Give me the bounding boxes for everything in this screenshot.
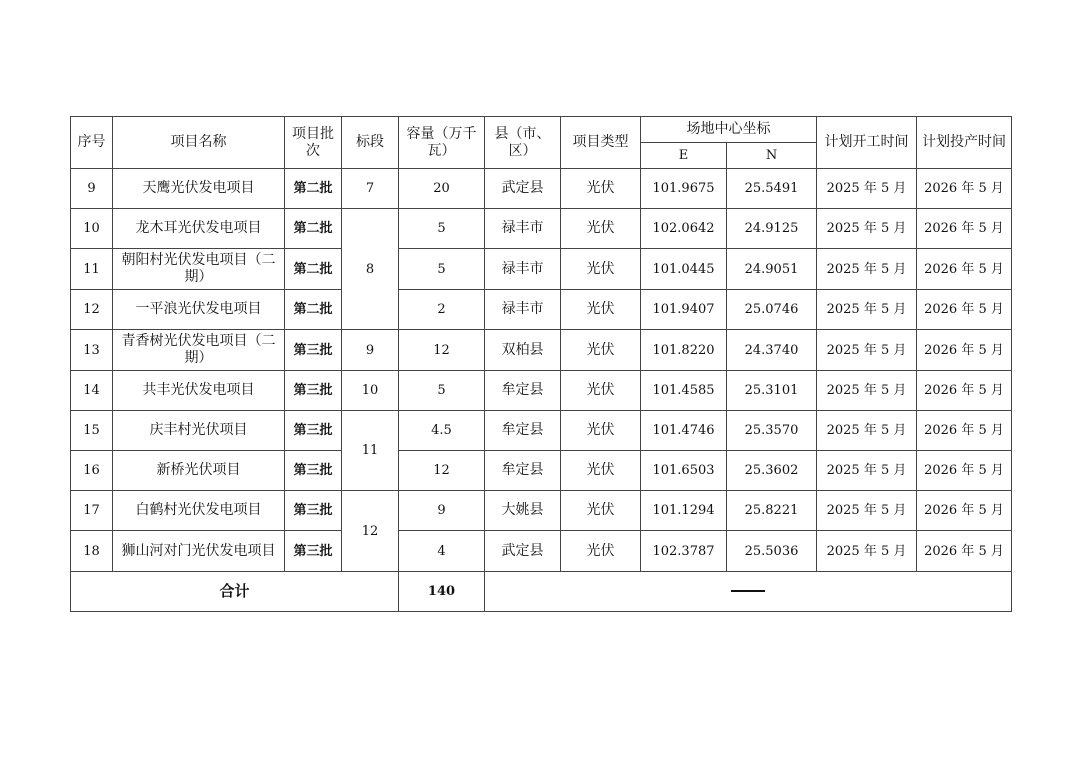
cell-type: 光伏 xyxy=(561,451,641,491)
cell-county: 牟定县 xyxy=(485,451,561,491)
cell-name: 白鹤村光伏发电项目 xyxy=(113,491,285,531)
cell-county: 武定县 xyxy=(485,531,561,572)
cell-e: 102.0642 xyxy=(641,209,727,249)
table-row xyxy=(71,451,1012,491)
cell-capacity: 9 xyxy=(399,491,485,531)
header-county: 县（市、区） xyxy=(485,117,561,169)
cell-n: 24.9125 xyxy=(727,209,817,249)
cell-capacity: 5 xyxy=(399,371,485,411)
table-row xyxy=(71,249,1012,290)
table-row xyxy=(71,290,1012,330)
cell-section: 9 xyxy=(342,330,399,371)
cell-capacity: 5 xyxy=(399,249,485,290)
cell-no: 11 xyxy=(71,249,113,290)
header-section: 标段 xyxy=(342,117,399,169)
header-production: 计划投产时间 xyxy=(917,117,1012,169)
cell-e: 101.9407 xyxy=(641,290,727,330)
cell-county: 牟定县 xyxy=(485,411,561,451)
cell-no: 18 xyxy=(71,531,113,572)
cell-no: 15 xyxy=(71,411,113,451)
cell-batch: 第三批 xyxy=(285,330,342,371)
cell-section: 10 xyxy=(342,371,399,411)
cell-batch: 第二批 xyxy=(285,169,342,209)
cell-n: 24.9051 xyxy=(727,249,817,290)
cell-n: 25.3602 xyxy=(727,451,817,491)
cell-no: 10 xyxy=(71,209,113,249)
dash-line xyxy=(731,590,765,592)
cell-e: 101.6503 xyxy=(641,451,727,491)
cell-end: 2026 年 5 月 xyxy=(917,209,1012,249)
cell-e: 101.0445 xyxy=(641,249,727,290)
cell-capacity: 2 xyxy=(399,290,485,330)
header-name: 项目名称 xyxy=(113,117,285,169)
cell-n: 25.8221 xyxy=(727,491,817,531)
cell-capacity: 4.5 xyxy=(399,411,485,451)
header-n: N xyxy=(727,143,817,169)
cell-start: 2025 年 5 月 xyxy=(817,491,917,531)
cell-no: 16 xyxy=(71,451,113,491)
cell-e: 102.3787 xyxy=(641,531,727,572)
cell-n: 25.5036 xyxy=(727,531,817,572)
cell-section: 7 xyxy=(342,169,399,209)
cell-capacity: 12 xyxy=(399,330,485,371)
cell-e: 101.1294 xyxy=(641,491,727,531)
cell-end: 2026 年 5 月 xyxy=(917,451,1012,491)
table-row xyxy=(71,531,1012,572)
cell-end: 2026 年 5 月 xyxy=(917,371,1012,411)
cell-name: 天鹰光伏发电项目 xyxy=(113,169,285,209)
cell-type: 光伏 xyxy=(561,249,641,290)
cell-n: 24.3740 xyxy=(727,330,817,371)
cell-type: 光伏 xyxy=(561,209,641,249)
cell-name: 一平浪光伏发电项目 xyxy=(113,290,285,330)
cell-end: 2026 年 5 月 xyxy=(917,531,1012,572)
cell-name: 共丰光伏发电项目 xyxy=(113,371,285,411)
cell-section: 11 xyxy=(342,411,399,491)
cell-county: 禄丰市 xyxy=(485,290,561,330)
cell-end: 2026 年 5 月 xyxy=(917,330,1012,371)
cell-no: 9 xyxy=(71,169,113,209)
cell-start: 2025 年 5 月 xyxy=(817,169,917,209)
total-label: 合计 xyxy=(71,572,399,612)
cell-county: 双柏县 xyxy=(485,330,561,371)
cell-start: 2025 年 5 月 xyxy=(817,531,917,572)
cell-batch: 第二批 xyxy=(285,290,342,330)
cell-county: 牟定县 xyxy=(485,371,561,411)
cell-end: 2026 年 5 月 xyxy=(917,169,1012,209)
cell-batch: 第二批 xyxy=(285,209,342,249)
header-coord: 场地中心坐标 xyxy=(641,117,817,143)
cell-capacity: 5 xyxy=(399,209,485,249)
cell-capacity: 20 xyxy=(399,169,485,209)
cell-section: 8 xyxy=(342,209,399,330)
cell-no: 17 xyxy=(71,491,113,531)
header-e: E xyxy=(641,143,727,169)
total-row xyxy=(71,572,1012,612)
cell-start: 2025 年 5 月 xyxy=(817,330,917,371)
cell-no: 12 xyxy=(71,290,113,330)
total-placeholder xyxy=(485,572,1012,612)
table-row xyxy=(71,209,1012,249)
cell-start: 2025 年 5 月 xyxy=(817,371,917,411)
cell-e: 101.9675 xyxy=(641,169,727,209)
total-capacity: 140 xyxy=(399,572,485,612)
header-seq: 序号 xyxy=(71,117,113,169)
cell-type: 光伏 xyxy=(561,290,641,330)
cell-start: 2025 年 5 月 xyxy=(817,249,917,290)
cell-no: 14 xyxy=(71,371,113,411)
cell-name: 青香树光伏发电项目（二期） xyxy=(113,330,285,371)
cell-county: 禄丰市 xyxy=(485,209,561,249)
cell-type: 光伏 xyxy=(561,491,641,531)
header-capacity: 容量（万千瓦） xyxy=(399,117,485,169)
cell-n: 25.3101 xyxy=(727,371,817,411)
cell-batch: 第二批 xyxy=(285,249,342,290)
cell-batch: 第三批 xyxy=(285,531,342,572)
header-start: 计划开工时间 xyxy=(817,117,917,169)
cell-e: 101.4585 xyxy=(641,371,727,411)
table-row xyxy=(71,411,1012,451)
cell-capacity: 12 xyxy=(399,451,485,491)
cell-batch: 第三批 xyxy=(285,411,342,451)
table-row xyxy=(71,169,1012,209)
cell-e: 101.8220 xyxy=(641,330,727,371)
table-row xyxy=(71,371,1012,411)
cell-end: 2026 年 5 月 xyxy=(917,249,1012,290)
table-row xyxy=(71,330,1012,371)
cell-n: 25.0746 xyxy=(727,290,817,330)
cell-section: 12 xyxy=(342,491,399,572)
cell-county: 大姚县 xyxy=(485,491,561,531)
cell-type: 光伏 xyxy=(561,169,641,209)
cell-no: 13 xyxy=(71,330,113,371)
header-type: 项目类型 xyxy=(561,117,641,169)
cell-n: 25.3570 xyxy=(727,411,817,451)
cell-batch: 第三批 xyxy=(285,491,342,531)
cell-type: 光伏 xyxy=(561,371,641,411)
cell-name: 庆丰村光伏项目 xyxy=(113,411,285,451)
cell-batch: 第三批 xyxy=(285,371,342,411)
cell-n: 25.5491 xyxy=(727,169,817,209)
cell-end: 2026 年 5 月 xyxy=(917,491,1012,531)
cell-name: 朝阳村光伏发电项目（二期） xyxy=(113,249,285,290)
cell-capacity: 4 xyxy=(399,531,485,572)
cell-e: 101.4746 xyxy=(641,411,727,451)
cell-type: 光伏 xyxy=(561,330,641,371)
cell-name: 新桥光伏项目 xyxy=(113,451,285,491)
cell-batch: 第三批 xyxy=(285,451,342,491)
cell-start: 2025 年 5 月 xyxy=(817,411,917,451)
cell-end: 2026 年 5 月 xyxy=(917,290,1012,330)
project-table xyxy=(70,116,1012,612)
table-row xyxy=(71,491,1012,531)
cell-start: 2025 年 5 月 xyxy=(817,290,917,330)
cell-name: 龙木耳光伏发电项目 xyxy=(113,209,285,249)
cell-start: 2025 年 5 月 xyxy=(817,451,917,491)
cell-county: 武定县 xyxy=(485,169,561,209)
cell-type: 光伏 xyxy=(561,411,641,451)
cell-type: 光伏 xyxy=(561,531,641,572)
table-body xyxy=(71,117,1012,612)
cell-name: 狮山河对门光伏发电项目 xyxy=(113,531,285,572)
cell-start: 2025 年 5 月 xyxy=(817,209,917,249)
header-batch: 项目批次 xyxy=(285,117,342,169)
cell-county: 禄丰市 xyxy=(485,249,561,290)
cell-end: 2026 年 5 月 xyxy=(917,411,1012,451)
header-row xyxy=(71,117,1012,143)
